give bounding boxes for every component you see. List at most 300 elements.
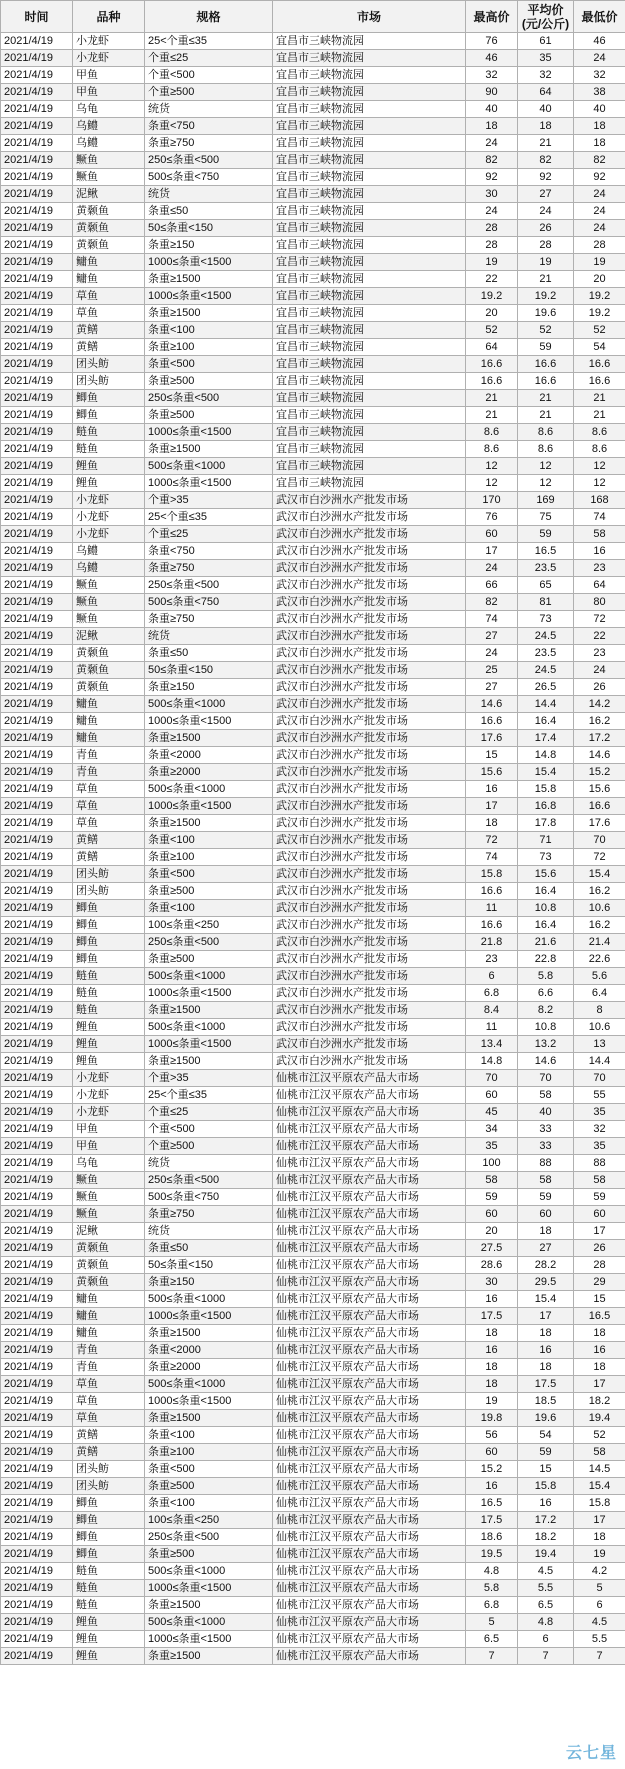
cell-market: 仙桃市江汉平原农产品大市场 <box>273 1359 466 1376</box>
cell-max-price: 24 <box>466 135 518 152</box>
cell-date: 2021/4/19 <box>1 1206 73 1223</box>
cell-spec: 条重≥100 <box>145 339 273 356</box>
cell-variety: 黄颡鱼 <box>73 203 145 220</box>
cell-spec: 个重≤25 <box>145 1104 273 1121</box>
cell-market: 仙桃市江汉平原农产品大市场 <box>273 1376 466 1393</box>
cell-min-price: 4.2 <box>574 1563 625 1580</box>
header-avg-price: 平均价 (元/公斤) <box>518 1 574 33</box>
cell-date: 2021/4/19 <box>1 1325 73 1342</box>
cell-avg-price: 60 <box>518 1206 574 1223</box>
cell-variety: 草鱼 <box>73 1376 145 1393</box>
cell-max-price: 59 <box>466 1189 518 1206</box>
cell-max-price: 18 <box>466 118 518 135</box>
table-row <box>1 832 625 849</box>
cell-max-price: 82 <box>466 152 518 169</box>
table-row <box>1 509 625 526</box>
table-row <box>1 441 625 458</box>
cell-market: 武汉市白沙洲水产批发市场 <box>273 849 466 866</box>
table-row <box>1 543 625 560</box>
cell-variety: 团头鲂 <box>73 356 145 373</box>
table-row <box>1 1512 625 1529</box>
cell-date: 2021/4/19 <box>1 1308 73 1325</box>
table-row <box>1 237 625 254</box>
cell-spec: 个重≥500 <box>145 84 273 101</box>
cell-spec: 条重≥1500 <box>145 1053 273 1070</box>
cell-market: 宜昌市三峡物流园 <box>273 186 466 203</box>
cell-date: 2021/4/19 <box>1 1172 73 1189</box>
table-row <box>1 203 625 220</box>
cell-market: 仙桃市江汉平原农产品大市场 <box>273 1614 466 1631</box>
cell-variety: 泥鳅 <box>73 186 145 203</box>
cell-variety: 鳙鱼 <box>73 1308 145 1325</box>
cell-spec: 1000≤条重<1500 <box>145 475 273 492</box>
cell-date: 2021/4/19 <box>1 1580 73 1597</box>
cell-variety: 鲫鱼 <box>73 407 145 424</box>
cell-max-price: 52 <box>466 322 518 339</box>
cell-avg-price: 21 <box>518 135 574 152</box>
cell-avg-price: 19.4 <box>518 1546 574 1563</box>
cell-market: 宜昌市三峡物流园 <box>273 50 466 67</box>
cell-max-price: 17.5 <box>466 1512 518 1529</box>
header-spec: 规格 <box>145 1 273 33</box>
table-row <box>1 1206 625 1223</box>
cell-spec: 1000≤条重<1500 <box>145 254 273 271</box>
cell-min-price: 5 <box>574 1580 625 1597</box>
cell-min-price: 21.4 <box>574 934 625 951</box>
cell-spec: 条重≥1500 <box>145 1002 273 1019</box>
cell-avg-price: 15.6 <box>518 866 574 883</box>
cell-min-price: 24 <box>574 662 625 679</box>
table-row <box>1 1257 625 1274</box>
table-row <box>1 1597 625 1614</box>
cell-market: 武汉市白沙洲水产批发市场 <box>273 900 466 917</box>
table-row <box>1 781 625 798</box>
cell-market: 仙桃市江汉平原农产品大市场 <box>273 1580 466 1597</box>
cell-market: 宜昌市三峡物流园 <box>273 271 466 288</box>
cell-market: 武汉市白沙洲水产批发市场 <box>273 883 466 900</box>
cell-avg-price: 10.8 <box>518 900 574 917</box>
cell-avg-price: 23.5 <box>518 645 574 662</box>
cell-max-price: 19.5 <box>466 1546 518 1563</box>
table-row <box>1 67 625 84</box>
cell-avg-price: 54 <box>518 1427 574 1444</box>
cell-spec: 1000≤条重<1500 <box>145 288 273 305</box>
cell-max-price: 19.8 <box>466 1410 518 1427</box>
cell-avg-price: 75 <box>518 509 574 526</box>
cell-variety: 鳙鱼 <box>73 696 145 713</box>
cell-date: 2021/4/19 <box>1 288 73 305</box>
cell-market: 仙桃市江汉平原农产品大市场 <box>273 1206 466 1223</box>
cell-max-price: 60 <box>466 526 518 543</box>
cell-avg-price: 92 <box>518 169 574 186</box>
cell-date: 2021/4/19 <box>1 67 73 84</box>
table-row <box>1 1155 625 1172</box>
cell-min-price: 14.4 <box>574 1053 625 1070</box>
cell-date: 2021/4/19 <box>1 1597 73 1614</box>
table-row <box>1 883 625 900</box>
cell-max-price: 34 <box>466 1121 518 1138</box>
cell-avg-price: 59 <box>518 339 574 356</box>
cell-max-price: 8.6 <box>466 441 518 458</box>
cell-avg-price: 64 <box>518 84 574 101</box>
cell-spec: 500≤条重<1000 <box>145 1614 273 1631</box>
cell-min-price: 58 <box>574 526 625 543</box>
cell-variety: 草鱼 <box>73 1410 145 1427</box>
table-row <box>1 1325 625 1342</box>
cell-variety: 小龙虾 <box>73 492 145 509</box>
cell-spec: 100≤条重<250 <box>145 917 273 934</box>
cell-min-price: 16 <box>574 1342 625 1359</box>
cell-spec: 500≤条重<1000 <box>145 781 273 798</box>
cell-max-price: 16.6 <box>466 883 518 900</box>
cell-max-price: 12 <box>466 475 518 492</box>
cell-variety: 小龙虾 <box>73 509 145 526</box>
cell-variety: 鲫鱼 <box>73 1512 145 1529</box>
cell-date: 2021/4/19 <box>1 475 73 492</box>
cell-variety: 黄鳝 <box>73 849 145 866</box>
cell-max-price: 6.5 <box>466 1631 518 1648</box>
cell-variety: 黄颡鱼 <box>73 237 145 254</box>
cell-spec: 条重≥1500 <box>145 441 273 458</box>
cell-avg-price: 13.2 <box>518 1036 574 1053</box>
table-row <box>1 1087 625 1104</box>
cell-avg-price: 18.2 <box>518 1529 574 1546</box>
cell-avg-price: 81 <box>518 594 574 611</box>
cell-max-price: 32 <box>466 67 518 84</box>
table-row <box>1 373 625 390</box>
cell-variety: 鲫鱼 <box>73 1529 145 1546</box>
cell-date: 2021/4/19 <box>1 1563 73 1580</box>
cell-variety: 团头鲂 <box>73 883 145 900</box>
cell-max-price: 18 <box>466 815 518 832</box>
cell-max-price: 30 <box>466 186 518 203</box>
cell-spec: 25<个重≤35 <box>145 33 273 50</box>
cell-date: 2021/4/19 <box>1 509 73 526</box>
cell-variety: 鳜鱼 <box>73 169 145 186</box>
cell-variety: 黄颡鱼 <box>73 645 145 662</box>
cell-spec: 统货 <box>145 1223 273 1240</box>
table-row <box>1 186 625 203</box>
cell-min-price: 24 <box>574 50 625 67</box>
cell-variety: 鲢鱼 <box>73 1580 145 1597</box>
cell-avg-price: 16.6 <box>518 356 574 373</box>
cell-max-price: 21 <box>466 407 518 424</box>
cell-avg-price: 14.6 <box>518 1053 574 1070</box>
table-row <box>1 50 625 67</box>
table-row <box>1 900 625 917</box>
cell-date: 2021/4/19 <box>1 356 73 373</box>
cell-spec: 条重<750 <box>145 118 273 135</box>
table-row <box>1 713 625 730</box>
header-date: 时间 <box>1 1 73 33</box>
cell-market: 武汉市白沙洲水产批发市场 <box>273 917 466 934</box>
cell-spec: 25<个重≤35 <box>145 509 273 526</box>
cell-spec: 条重<500 <box>145 356 273 373</box>
cell-date: 2021/4/19 <box>1 407 73 424</box>
cell-date: 2021/4/19 <box>1 305 73 322</box>
cell-min-price: 23 <box>574 560 625 577</box>
cell-variety: 团头鲂 <box>73 373 145 390</box>
cell-spec: 250≤条重<500 <box>145 1529 273 1546</box>
cell-avg-price: 24.5 <box>518 628 574 645</box>
cell-date: 2021/4/19 <box>1 1019 73 1036</box>
table-row <box>1 1648 625 1665</box>
cell-variety: 黄颡鱼 <box>73 679 145 696</box>
cell-spec: 条重≥750 <box>145 1206 273 1223</box>
cell-variety: 鲢鱼 <box>73 1563 145 1580</box>
cell-spec: 1000≤条重<1500 <box>145 1580 273 1597</box>
cell-date: 2021/4/19 <box>1 645 73 662</box>
cell-min-price: 23 <box>574 645 625 662</box>
cell-min-price: 24 <box>574 220 625 237</box>
cell-market: 武汉市白沙洲水产批发市场 <box>273 645 466 662</box>
cell-market: 宜昌市三峡物流园 <box>273 305 466 322</box>
cell-date: 2021/4/19 <box>1 50 73 67</box>
cell-min-price: 28 <box>574 1257 625 1274</box>
cell-min-price: 15.6 <box>574 781 625 798</box>
cell-date: 2021/4/19 <box>1 458 73 475</box>
cell-max-price: 76 <box>466 33 518 50</box>
cell-avg-price: 21 <box>518 271 574 288</box>
cell-market: 武汉市白沙洲水产批发市场 <box>273 543 466 560</box>
cell-market: 武汉市白沙洲水产批发市场 <box>273 730 466 747</box>
cell-avg-price: 70 <box>518 1070 574 1087</box>
header-min-price: 最低价 <box>574 1 625 33</box>
cell-max-price: 27 <box>466 679 518 696</box>
cell-date: 2021/4/19 <box>1 1155 73 1172</box>
cell-avg-price: 15.4 <box>518 1291 574 1308</box>
cell-date: 2021/4/19 <box>1 1461 73 1478</box>
cell-variety: 黄颡鱼 <box>73 1240 145 1257</box>
cell-spec: 条重≥750 <box>145 135 273 152</box>
cell-market: 仙桃市江汉平原农产品大市场 <box>273 1240 466 1257</box>
cell-date: 2021/4/19 <box>1 390 73 407</box>
cell-date: 2021/4/19 <box>1 1410 73 1427</box>
cell-date: 2021/4/19 <box>1 747 73 764</box>
cell-date: 2021/4/19 <box>1 815 73 832</box>
cell-market: 宜昌市三峡物流园 <box>273 458 466 475</box>
cell-date: 2021/4/19 <box>1 1495 73 1512</box>
cell-variety: 鳙鱼 <box>73 1291 145 1308</box>
cell-spec: 条重≥500 <box>145 1478 273 1495</box>
cell-market: 武汉市白沙洲水产批发市场 <box>273 1019 466 1036</box>
table-row <box>1 679 625 696</box>
table-row <box>1 220 625 237</box>
cell-min-price: 13 <box>574 1036 625 1053</box>
table-row <box>1 1104 625 1121</box>
cell-market: 宜昌市三峡物流园 <box>273 169 466 186</box>
table-row <box>1 594 625 611</box>
table-row <box>1 1189 625 1206</box>
cell-variety: 团头鲂 <box>73 866 145 883</box>
cell-market: 仙桃市江汉平原农产品大市场 <box>273 1444 466 1461</box>
cell-avg-price: 16.8 <box>518 798 574 815</box>
cell-avg-price: 12 <box>518 475 574 492</box>
cell-spec: 条重<100 <box>145 322 273 339</box>
cell-variety: 泥鳅 <box>73 628 145 645</box>
cell-variety: 黄鳝 <box>73 322 145 339</box>
cell-max-price: 23 <box>466 951 518 968</box>
cell-date: 2021/4/19 <box>1 1393 73 1410</box>
cell-spec: 50≤条重<150 <box>145 662 273 679</box>
cell-spec: 条重<100 <box>145 1495 273 1512</box>
cell-avg-price: 19.6 <box>518 1410 574 1427</box>
cell-min-price: 8.6 <box>574 441 625 458</box>
cell-date: 2021/4/19 <box>1 832 73 849</box>
cell-market: 宜昌市三峡物流园 <box>273 203 466 220</box>
cell-date: 2021/4/19 <box>1 764 73 781</box>
cell-avg-price: 18 <box>518 118 574 135</box>
cell-max-price: 14.8 <box>466 1053 518 1070</box>
cell-avg-price: 29.5 <box>518 1274 574 1291</box>
cell-max-price: 76 <box>466 509 518 526</box>
cell-avg-price: 16.4 <box>518 917 574 934</box>
table-row <box>1 747 625 764</box>
cell-market: 仙桃市江汉平原农产品大市场 <box>273 1529 466 1546</box>
cell-avg-price: 17.2 <box>518 1512 574 1529</box>
cell-spec: 500≤条重<750 <box>145 594 273 611</box>
cell-avg-price: 52 <box>518 322 574 339</box>
cell-max-price: 66 <box>466 577 518 594</box>
cell-variety: 鳜鱼 <box>73 577 145 594</box>
cell-date: 2021/4/19 <box>1 1189 73 1206</box>
cell-market: 武汉市白沙洲水产批发市场 <box>273 696 466 713</box>
cell-min-price: 46 <box>574 33 625 50</box>
cell-date: 2021/4/19 <box>1 577 73 594</box>
cell-max-price: 28 <box>466 220 518 237</box>
cell-avg-price: 19.6 <box>518 305 574 322</box>
cell-variety: 甲鱼 <box>73 1138 145 1155</box>
cell-max-price: 16.5 <box>466 1495 518 1512</box>
cell-max-price: 56 <box>466 1427 518 1444</box>
cell-date: 2021/4/19 <box>1 1053 73 1070</box>
cell-min-price: 22.6 <box>574 951 625 968</box>
cell-market: 武汉市白沙洲水产批发市场 <box>273 968 466 985</box>
cell-avg-price: 5.8 <box>518 968 574 985</box>
table-row <box>1 560 625 577</box>
cell-min-price: 6 <box>574 1597 625 1614</box>
cell-avg-price: 21.6 <box>518 934 574 951</box>
cell-spec: 500≤条重<1000 <box>145 1019 273 1036</box>
cell-variety: 小龙虾 <box>73 33 145 50</box>
cell-market: 武汉市白沙洲水产批发市场 <box>273 1036 466 1053</box>
cell-market: 仙桃市江汉平原农产品大市场 <box>273 1410 466 1427</box>
cell-min-price: 80 <box>574 594 625 611</box>
cell-avg-price: 73 <box>518 849 574 866</box>
cell-avg-price: 4.5 <box>518 1563 574 1580</box>
cell-date: 2021/4/19 <box>1 237 73 254</box>
table-row <box>1 1342 625 1359</box>
cell-min-price: 70 <box>574 832 625 849</box>
cell-max-price: 40 <box>466 101 518 118</box>
cell-date: 2021/4/19 <box>1 1444 73 1461</box>
cell-date: 2021/4/19 <box>1 679 73 696</box>
cell-variety: 鲢鱼 <box>73 441 145 458</box>
cell-market: 仙桃市江汉平原农产品大市场 <box>273 1648 466 1665</box>
cell-avg-price: 14.8 <box>518 747 574 764</box>
table-row <box>1 1393 625 1410</box>
cell-date: 2021/4/19 <box>1 951 73 968</box>
table-row <box>1 475 625 492</box>
cell-max-price: 19 <box>466 254 518 271</box>
cell-min-price: 15.4 <box>574 1478 625 1495</box>
cell-spec: 条重≥150 <box>145 237 273 254</box>
cell-spec: 条重≥100 <box>145 849 273 866</box>
cell-min-price: 16.6 <box>574 356 625 373</box>
cell-spec: 条重≥1500 <box>145 1648 273 1665</box>
cell-min-price: 72 <box>574 849 625 866</box>
cell-variety: 甲鱼 <box>73 84 145 101</box>
cell-market: 宜昌市三峡物流园 <box>273 33 466 50</box>
cell-date: 2021/4/19 <box>1 662 73 679</box>
cell-min-price: 35 <box>574 1104 625 1121</box>
cell-variety: 鲢鱼 <box>73 424 145 441</box>
cell-min-price: 16.2 <box>574 713 625 730</box>
cell-min-price: 21 <box>574 407 625 424</box>
cell-min-price: 19 <box>574 1546 625 1563</box>
cell-market: 仙桃市江汉平原农产品大市场 <box>273 1325 466 1342</box>
cell-date: 2021/4/19 <box>1 135 73 152</box>
cell-market: 仙桃市江汉平原农产品大市场 <box>273 1189 466 1206</box>
cell-spec: 统货 <box>145 101 273 118</box>
cell-variety: 鲫鱼 <box>73 1495 145 1512</box>
cell-avg-price: 16 <box>518 1495 574 1512</box>
cell-min-price: 60 <box>574 1206 625 1223</box>
cell-avg-price: 32 <box>518 67 574 84</box>
cell-market: 武汉市白沙洲水产批发市场 <box>273 747 466 764</box>
cell-min-price: 19 <box>574 254 625 271</box>
cell-spec: 250≤条重<500 <box>145 934 273 951</box>
cell-max-price: 58 <box>466 1172 518 1189</box>
cell-market: 宜昌市三峡物流园 <box>273 118 466 135</box>
header-variety: 品种 <box>73 1 145 33</box>
cell-min-price: 52 <box>574 1427 625 1444</box>
cell-avg-price: 7 <box>518 1648 574 1665</box>
cell-market: 武汉市白沙洲水产批发市场 <box>273 509 466 526</box>
cell-date: 2021/4/19 <box>1 1546 73 1563</box>
cell-variety: 鳜鱼 <box>73 152 145 169</box>
cell-date: 2021/4/19 <box>1 781 73 798</box>
cell-market: 宜昌市三峡物流园 <box>273 356 466 373</box>
cell-min-price: 18 <box>574 1325 625 1342</box>
cell-variety: 黄鳝 <box>73 1427 145 1444</box>
table-row <box>1 1121 625 1138</box>
cell-date: 2021/4/19 <box>1 696 73 713</box>
cell-spec: 250≤条重<500 <box>145 390 273 407</box>
cell-market: 仙桃市江汉平原农产品大市场 <box>273 1512 466 1529</box>
table-row <box>1 458 625 475</box>
cell-variety: 鲫鱼 <box>73 390 145 407</box>
table-row <box>1 492 625 509</box>
cell-spec: 条重≥1500 <box>145 1325 273 1342</box>
table-row <box>1 356 625 373</box>
cell-date: 2021/4/19 <box>1 169 73 186</box>
cell-date: 2021/4/19 <box>1 1648 73 1665</box>
cell-min-price: 88 <box>574 1155 625 1172</box>
cell-min-price: 17.6 <box>574 815 625 832</box>
cell-max-price: 8.6 <box>466 424 518 441</box>
cell-avg-price: 16 <box>518 1342 574 1359</box>
cell-market: 武汉市白沙洲水产批发市场 <box>273 679 466 696</box>
cell-min-price: 24 <box>574 203 625 220</box>
cell-variety: 鳙鱼 <box>73 254 145 271</box>
cell-max-price: 28.6 <box>466 1257 518 1274</box>
cell-market: 仙桃市江汉平原农产品大市场 <box>273 1342 466 1359</box>
cell-avg-price: 6.5 <box>518 1597 574 1614</box>
cell-variety: 鳙鱼 <box>73 1325 145 1342</box>
cell-spec: 条重≥500 <box>145 883 273 900</box>
cell-date: 2021/4/19 <box>1 985 73 1002</box>
